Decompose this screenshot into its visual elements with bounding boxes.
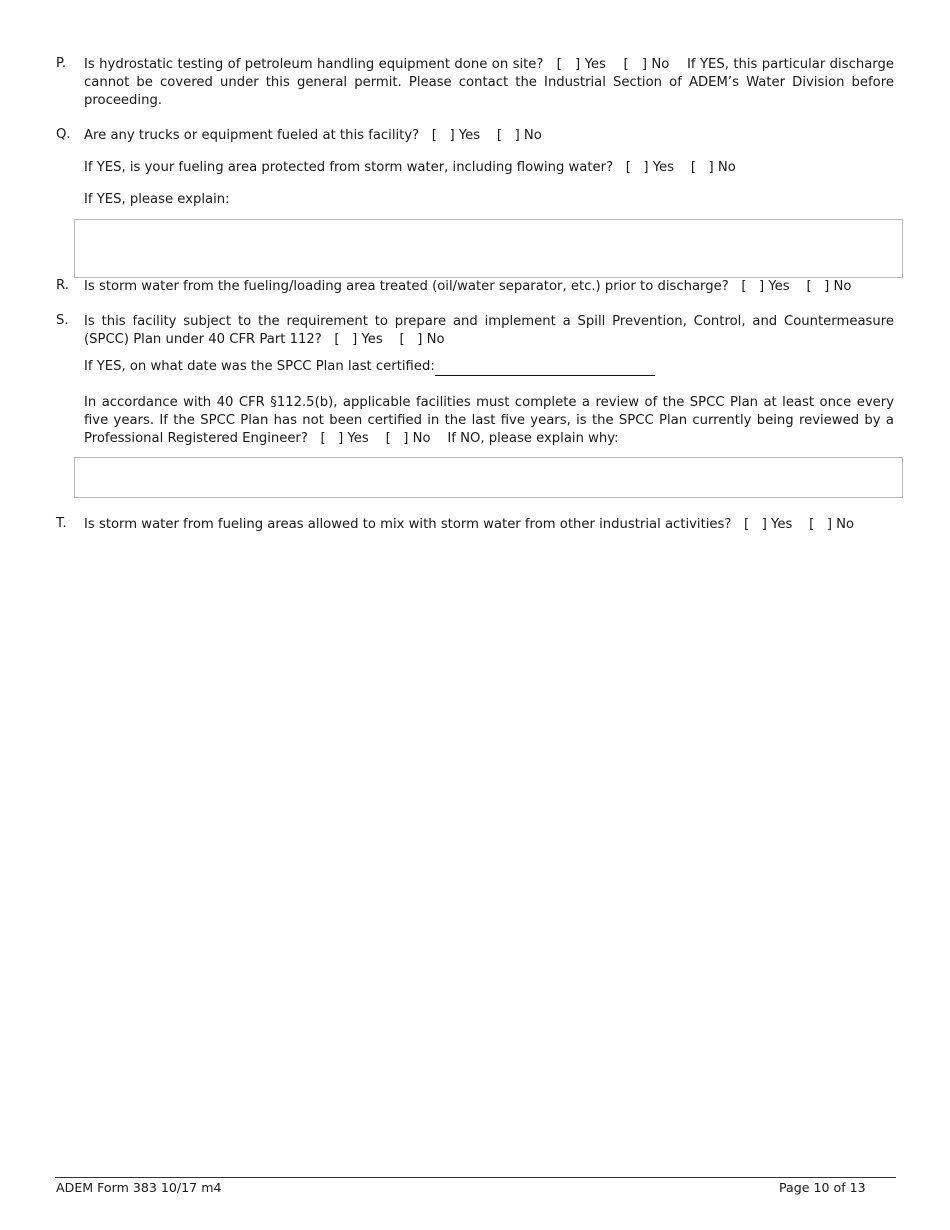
question-text: Is hydrostatic testing of petroleum handling equipment done on site? (84, 57, 544, 72)
question-q-sub1 (84, 159, 736, 177)
footer-divider (55, 1177, 896, 1178)
question-letter: R. (56, 278, 69, 293)
sub-question-text: If YES, is your fueling area protected from storm water, including flowing water? (84, 160, 614, 175)
no-checkbox[interactable]: [ ] No (806, 279, 852, 294)
question-text: Is storm water from fueling areas allowed to mix with storm water from other industrial activities? (84, 517, 732, 532)
yes-checkbox[interactable]: [ ] Yes (625, 160, 675, 175)
yes-checkbox[interactable]: [ ] Yes (431, 128, 481, 143)
question-letter: S. (56, 313, 69, 328)
no-checkbox[interactable]: [ ] No (809, 517, 855, 532)
question-text: Is storm water from the fueling/loading area treated (oil/water separator, etc.) prior to discharge? (84, 279, 729, 294)
spcc-date-field[interactable] (435, 361, 655, 376)
question-letter: P. (56, 56, 67, 71)
no-checkbox[interactable]: [ ] No (690, 160, 736, 175)
page-number: Page 10 of 13 (779, 1180, 866, 1195)
spcc-explain-textbox[interactable] (74, 457, 903, 498)
no-checkbox[interactable]: [ ] No (385, 431, 431, 446)
no-checkbox[interactable]: [ ] No (496, 128, 542, 143)
question-letter: Q. (56, 127, 71, 142)
no-checkbox[interactable]: [ ] No (399, 332, 445, 347)
fueling-explain-textbox[interactable] (74, 219, 903, 278)
yes-checkbox[interactable]: [ ] Yes (556, 57, 606, 72)
form-id: ADEM Form 383 10/17 m4 (56, 1180, 222, 1195)
yes-checkbox[interactable]: [ ] Yes (320, 431, 369, 446)
question-text: Is this facility subject to the requirement to prepare and implement a Spill Prevention, Control, and Countermeasure (SPCC) Plan under 40 CFR Part 112? (84, 314, 894, 347)
question-t (56, 516, 894, 534)
spcc-review-paragraph (84, 394, 894, 448)
question-note: If YES, this particular discharge cannot be covered under this general permit. Please contact the Industrial Section of ADEM’s Water Division before proceeding. (84, 57, 894, 108)
spcc-explain-label: If NO, please explain why: (447, 431, 619, 446)
yes-checkbox[interactable]: [ ] Yes (741, 279, 790, 294)
question-q-sub2: If YES, please explain: (84, 192, 230, 207)
no-checkbox[interactable]: [ ] No (623, 57, 670, 72)
spcc-date-row (84, 358, 655, 376)
question-text: Are any trucks or equipment fueled at this facility? (84, 128, 420, 143)
question-q (56, 127, 894, 145)
question-s (56, 313, 894, 349)
question-r (56, 278, 894, 296)
spcc-date-label: If YES, on what date was the SPCC Plan last certified: (84, 359, 435, 374)
question-letter: T. (56, 516, 67, 531)
question-p (56, 56, 894, 110)
spcc-review-text: In accordance with 40 CFR §112.5(b), applicable facilities must complete a review of the SPCC Plan at least once every five years. If the SPCC Plan has not been certified in the last five years, is the SPCC Plan currently being reviewed by a Professional Registered Engineer? (84, 395, 894, 446)
yes-checkbox[interactable]: [ ] Yes (743, 517, 793, 532)
yes-checkbox[interactable]: [ ] Yes (334, 332, 383, 347)
